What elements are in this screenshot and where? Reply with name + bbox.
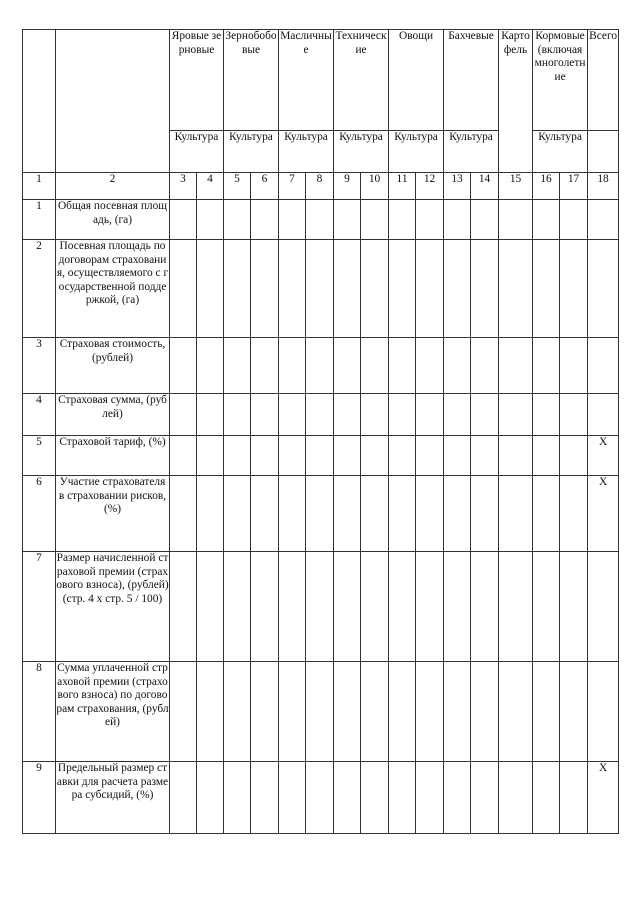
data-cell[interactable] xyxy=(334,552,361,662)
data-cell[interactable] xyxy=(334,200,361,240)
data-cell[interactable] xyxy=(224,200,251,240)
header-group: Бахчевые xyxy=(444,30,499,131)
total-cell[interactable]: X xyxy=(588,762,619,834)
data-cell[interactable] xyxy=(170,200,197,240)
table-row xyxy=(23,662,619,762)
data-cell[interactable] xyxy=(389,200,416,240)
data-cell[interactable] xyxy=(471,552,499,662)
header-group: Овощи xyxy=(389,30,444,131)
data-cell[interactable] xyxy=(306,476,334,552)
data-cell[interactable] xyxy=(361,552,389,662)
total-cell[interactable]: X xyxy=(588,436,619,476)
data-cell[interactable] xyxy=(224,662,251,762)
data-cell[interactable] xyxy=(306,552,334,662)
data-cell[interactable] xyxy=(499,338,533,394)
data-cell[interactable] xyxy=(471,662,499,762)
data-cell[interactable] xyxy=(170,476,197,552)
data-cell[interactable] xyxy=(444,394,471,436)
data-cell[interactable] xyxy=(560,762,588,834)
data-cell[interactable] xyxy=(499,436,533,476)
header-subgroup: Культура xyxy=(334,131,389,173)
data-cell[interactable] xyxy=(361,762,389,834)
data-cell[interactable] xyxy=(416,762,444,834)
header-total: Всего xyxy=(588,30,619,131)
data-cell[interactable] xyxy=(224,476,251,552)
data-cell[interactable] xyxy=(361,394,389,436)
column-number: 5 xyxy=(224,173,251,200)
data-cell[interactable] xyxy=(306,394,334,436)
data-cell[interactable] xyxy=(197,476,224,552)
data-cell[interactable] xyxy=(499,476,533,552)
data-cell[interactable] xyxy=(170,394,197,436)
data-cell[interactable] xyxy=(279,762,306,834)
total-cell[interactable] xyxy=(588,338,619,394)
header-group: Яровые зерновые xyxy=(170,30,224,131)
data-cell[interactable] xyxy=(306,662,334,762)
data-cell[interactable] xyxy=(533,662,560,762)
data-cell[interactable] xyxy=(306,200,334,240)
row-label: Страховая сумма, (рублей) xyxy=(56,394,170,436)
data-cell[interactable] xyxy=(560,662,588,762)
data-cell[interactable] xyxy=(170,338,197,394)
data-cell[interactable] xyxy=(416,552,444,662)
column-number: 4 xyxy=(197,173,224,200)
data-cell[interactable] xyxy=(197,200,224,240)
table-row xyxy=(23,476,619,552)
header-group: Масличные xyxy=(279,30,334,131)
data-cell[interactable] xyxy=(334,762,361,834)
table-row xyxy=(23,762,619,834)
data-cell[interactable] xyxy=(471,240,499,338)
row-number: 7 xyxy=(23,552,56,662)
data-cell[interactable] xyxy=(471,476,499,552)
row-label: Участие страхователя в страховании рисков, (%) xyxy=(56,476,170,552)
data-cell[interactable] xyxy=(361,240,389,338)
data-cell[interactable] xyxy=(279,200,306,240)
data-cell[interactable] xyxy=(224,436,251,476)
data-cell[interactable] xyxy=(334,240,361,338)
data-cell[interactable] xyxy=(389,436,416,476)
data-cell[interactable] xyxy=(416,394,444,436)
data-cell[interactable] xyxy=(416,436,444,476)
data-cell[interactable] xyxy=(471,338,499,394)
subsidy-form-table xyxy=(22,29,619,834)
row-number: 3 xyxy=(23,338,56,394)
data-cell[interactable] xyxy=(279,240,306,338)
data-cell[interactable] xyxy=(444,338,471,394)
data-cell[interactable] xyxy=(444,552,471,662)
data-cell[interactable] xyxy=(197,762,224,834)
row-number: 6 xyxy=(23,476,56,552)
data-cell[interactable] xyxy=(170,436,197,476)
column-number: 8 xyxy=(306,173,334,200)
row-label: Страховая стоимость, (рублей) xyxy=(56,338,170,394)
table-row xyxy=(23,436,619,476)
total-cell[interactable]: X xyxy=(588,476,619,552)
data-cell[interactable] xyxy=(444,436,471,476)
data-cell[interactable] xyxy=(197,662,224,762)
data-cell[interactable] xyxy=(499,762,533,834)
data-cell[interactable] xyxy=(560,200,588,240)
data-cell[interactable] xyxy=(416,240,444,338)
column-number: 2 xyxy=(56,173,170,200)
total-cell[interactable] xyxy=(588,240,619,338)
header-potato: Картофель xyxy=(499,30,533,173)
row-number: 5 xyxy=(23,436,56,476)
row-number: 8 xyxy=(23,662,56,762)
data-cell[interactable] xyxy=(533,240,560,338)
total-cell[interactable] xyxy=(588,552,619,662)
data-cell[interactable] xyxy=(279,436,306,476)
data-cell[interactable] xyxy=(416,200,444,240)
column-number: 3 xyxy=(170,173,197,200)
row-number: 4 xyxy=(23,394,56,436)
data-cell[interactable] xyxy=(471,762,499,834)
column-number: 10 xyxy=(361,173,389,200)
data-cell[interactable] xyxy=(170,762,197,834)
data-cell[interactable] xyxy=(389,394,416,436)
data-cell[interactable] xyxy=(560,394,588,436)
data-cell[interactable] xyxy=(471,200,499,240)
data-cell[interactable] xyxy=(279,662,306,762)
data-cell[interactable] xyxy=(361,200,389,240)
data-cell[interactable] xyxy=(361,338,389,394)
header-subgroup: Культура xyxy=(533,131,588,173)
data-cell[interactable] xyxy=(197,338,224,394)
data-cell[interactable] xyxy=(197,394,224,436)
data-cell[interactable] xyxy=(170,662,197,762)
data-cell[interactable] xyxy=(499,662,533,762)
data-cell[interactable] xyxy=(279,394,306,436)
data-cell[interactable] xyxy=(560,338,588,394)
data-cell[interactable] xyxy=(251,394,279,436)
data-cell[interactable] xyxy=(279,476,306,552)
data-cell[interactable] xyxy=(444,662,471,762)
row-label: Размер начисленной страховой премии (страхового взноса), (рублей) (стр. 4 x стр. 5 / 100) xyxy=(56,552,170,662)
column-number: 12 xyxy=(416,173,444,200)
header-subgroup: Культура xyxy=(170,131,224,173)
data-cell[interactable] xyxy=(560,240,588,338)
column-number: 15 xyxy=(499,173,533,200)
data-cell[interactable] xyxy=(251,436,279,476)
data-cell[interactable] xyxy=(224,552,251,662)
row-number: 1 xyxy=(23,200,56,240)
data-cell[interactable] xyxy=(533,476,560,552)
data-cell[interactable] xyxy=(197,552,224,662)
column-number: 16 xyxy=(533,173,560,200)
data-cell[interactable] xyxy=(361,662,389,762)
data-cell[interactable] xyxy=(389,240,416,338)
row-label: Посевная площадь по договорам страхования, осуществляемого с государственной поддержкой, (га) xyxy=(56,240,170,338)
data-cell[interactable] xyxy=(560,436,588,476)
header-fodder: Кормовые (включая многолетние xyxy=(533,30,588,131)
data-cell[interactable] xyxy=(306,240,334,338)
total-cell[interactable] xyxy=(588,200,619,240)
data-cell[interactable] xyxy=(197,240,224,338)
total-cell[interactable] xyxy=(588,394,619,436)
row-label: Предельный размер ставки для расчета размера субсидий, (%) xyxy=(56,762,170,834)
data-cell[interactable] xyxy=(471,436,499,476)
column-number: 7 xyxy=(279,173,306,200)
row-number: 2 xyxy=(23,240,56,338)
data-cell[interactable] xyxy=(251,476,279,552)
table-row xyxy=(23,394,619,436)
data-cell[interactable] xyxy=(389,338,416,394)
data-cell[interactable] xyxy=(533,200,560,240)
column-number: 17 xyxy=(560,173,588,200)
data-cell[interactable] xyxy=(444,200,471,240)
data-cell[interactable] xyxy=(533,338,560,394)
data-cell[interactable] xyxy=(389,762,416,834)
data-cell[interactable] xyxy=(499,552,533,662)
data-cell[interactable] xyxy=(251,200,279,240)
data-cell[interactable] xyxy=(416,476,444,552)
data-cell[interactable] xyxy=(560,476,588,552)
data-cell[interactable] xyxy=(444,762,471,834)
data-cell[interactable] xyxy=(499,240,533,338)
data-cell[interactable] xyxy=(471,394,499,436)
table-row xyxy=(23,240,619,338)
column-number-row xyxy=(23,173,619,200)
data-cell[interactable] xyxy=(170,552,197,662)
column-number: 6 xyxy=(251,173,279,200)
header-subgroup: Культура xyxy=(444,131,499,173)
data-cell[interactable] xyxy=(251,338,279,394)
data-cell[interactable] xyxy=(224,394,251,436)
row-label: Страховой тариф, (%) xyxy=(56,436,170,476)
header-subgroup: Культура xyxy=(389,131,444,173)
data-cell[interactable] xyxy=(444,476,471,552)
data-cell[interactable] xyxy=(279,338,306,394)
data-cell[interactable] xyxy=(224,240,251,338)
data-cell[interactable] xyxy=(224,762,251,834)
data-cell[interactable] xyxy=(306,436,334,476)
total-cell[interactable] xyxy=(588,662,619,762)
data-cell[interactable] xyxy=(533,552,560,662)
data-cell[interactable] xyxy=(533,436,560,476)
header-empty-indicator xyxy=(56,30,170,173)
data-cell[interactable] xyxy=(416,662,444,762)
row-label: Сумма уплаченной страховой премии (страхового взноса) по договорам страхования, (рублей) xyxy=(56,662,170,762)
table-row xyxy=(23,200,619,240)
data-cell[interactable] xyxy=(361,476,389,552)
data-cell[interactable] xyxy=(361,436,389,476)
data-cell[interactable] xyxy=(251,552,279,662)
data-cell[interactable] xyxy=(251,762,279,834)
data-cell[interactable] xyxy=(334,476,361,552)
data-cell[interactable] xyxy=(560,552,588,662)
row-number: 9 xyxy=(23,762,56,834)
data-cell[interactable] xyxy=(389,552,416,662)
data-cell[interactable] xyxy=(416,338,444,394)
data-cell[interactable] xyxy=(334,662,361,762)
data-cell[interactable] xyxy=(533,762,560,834)
data-cell[interactable] xyxy=(334,394,361,436)
data-cell[interactable] xyxy=(499,394,533,436)
data-cell[interactable] xyxy=(499,200,533,240)
column-number: 14 xyxy=(471,173,499,200)
header-subgroup: Культура xyxy=(224,131,279,173)
column-number: 9 xyxy=(334,173,361,200)
header-total-empty xyxy=(588,131,619,173)
table-row xyxy=(23,338,619,394)
table-row xyxy=(23,552,619,662)
header-empty-number xyxy=(23,30,56,173)
column-number: 11 xyxy=(389,173,416,200)
data-cell[interactable] xyxy=(444,240,471,338)
data-cell[interactable] xyxy=(306,338,334,394)
data-cell[interactable] xyxy=(306,762,334,834)
data-cell[interactable] xyxy=(334,338,361,394)
data-cell[interactable] xyxy=(224,338,251,394)
data-cell[interactable] xyxy=(197,436,224,476)
header-group: Технические xyxy=(334,30,389,131)
data-cell[interactable] xyxy=(170,240,197,338)
data-cell[interactable] xyxy=(389,476,416,552)
data-cell[interactable] xyxy=(251,240,279,338)
row-label: Общая посевная площадь, (га) xyxy=(56,200,170,240)
column-number: 18 xyxy=(588,173,619,200)
column-number: 1 xyxy=(23,173,56,200)
header-subgroup: Культура xyxy=(279,131,334,173)
data-cell[interactable] xyxy=(251,662,279,762)
column-number: 13 xyxy=(444,173,471,200)
data-cell[interactable] xyxy=(334,436,361,476)
data-cell[interactable] xyxy=(533,394,560,436)
data-cell[interactable] xyxy=(389,662,416,762)
data-cell[interactable] xyxy=(279,552,306,662)
header-group: Зернобобовые xyxy=(224,30,279,131)
